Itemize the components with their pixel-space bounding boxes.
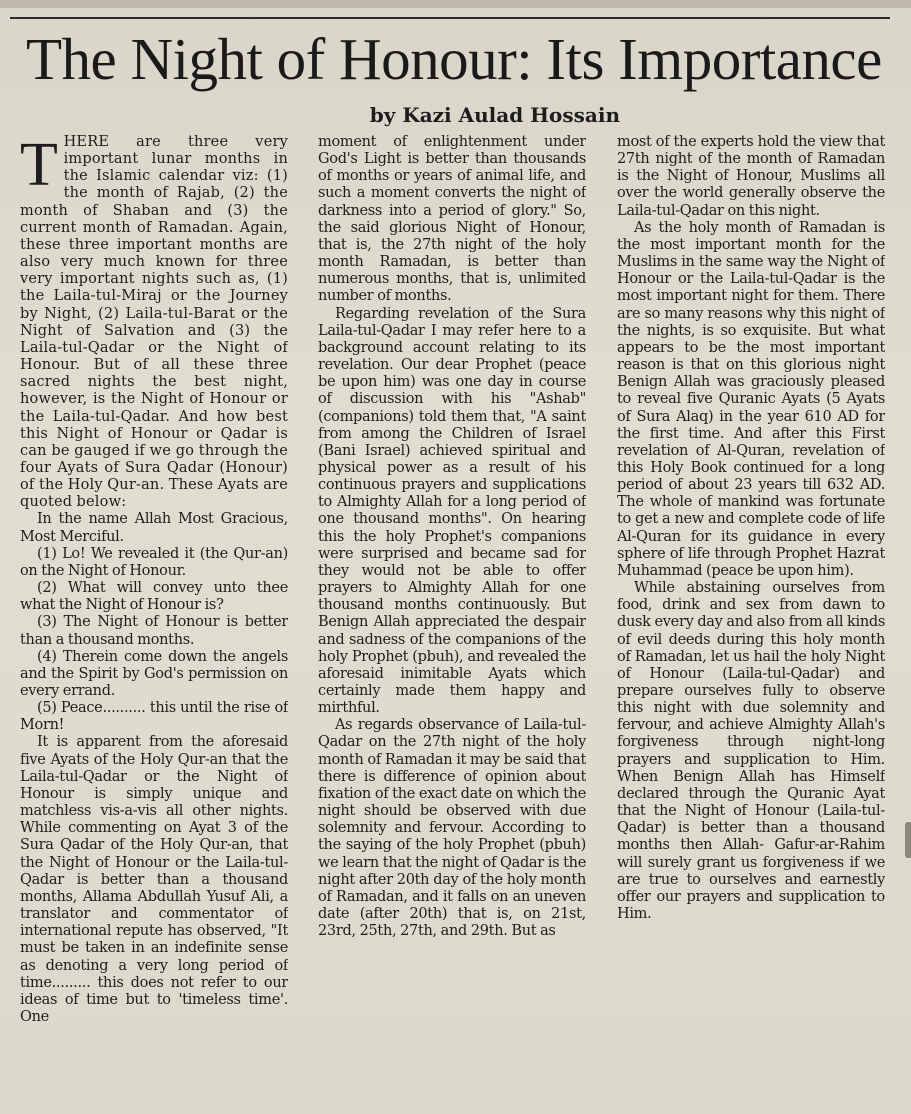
paragraph: As the holy month of Ramadan is the most important month for the Muslims in the same way the Night of Honour or the Laila-tul-Qadar is the most important night for them. There are so many reasons why this night of the nights, is so exquisite. But what appears to be the most important reason is that on this glorious night Benign Allah was graciously pleased to reveal five Quranic Ayats (5 Ayats of Sura Alaq) in the year 610 AD for the first time. And after this First revelation of Al-Quran, revelation of this Holy Book continued for a long period of about 23 years till 632 AD. The whole of mankind was fortunate to get a new and complete code of life Al-Quran for its guidance in every sphere of life through Prophet Hazrat Muhammad (peace be upon him). [617,219,885,579]
column-3 [617,134,885,1100]
paragraph: moment of enlightenment under God's Light is better than thousands of months or years of animal life, and such a moment converts the night of darkness into a period of glory." So, the said glorious Night of Honour, that is, the 27th night of the holy month Ramadan, is better than numerous months, that is, unlimited number of months. [318,134,586,305]
ayat-5: (5) Peace.......... this until the rise of Morn! [20,700,288,734]
ayat-1: (1) Lo! We revealed it (the Qur-an) on the Night of Honour. [20,545,288,579]
ayat-4: (4) Therein come down the angels and the Spirit by God's permission on every errand. [20,648,288,699]
headline: The Night of Honour: Its Importance [26,26,882,92]
paragraph: Regarding revelation of the Sura Laila-tul-Qadar I may refer here to a background account relating to its revelation. Our dear Prophet (peace be upon him) was one day in course of discussion with his "Ashab" (companions) told them that, "A saint from among the Children of Israel (Bani Israel) achieved spiritual and physical power as a result of his continuous prayers and supplications to Almighty Allah for a long period of one thousand months". On hearing this the holy Prophet's companions were surprised and became sad for they would not be able to offer prayers to Almighty Allah for one thousand months continuously. But Benign Allah appreciated the despair and sadness of the companions of the holy Prophet (pbuh), and revealed the aforesaid inimitable Ayats which certainly made them happy and mirthful. [318,305,586,717]
drop-cap: T [20,134,58,199]
previous-article-strip [0,0,911,8]
lead-text: HERE are three very important lunar months in the Islamic calendar viz: (1) the month of Rajab, (2) the month of Shaban and (3) the current month of Ramadan. Again, these three important months are also very much known for three very important nights such as, (1) the Laila-tul-Miraj or the Journey by Night, (2) Laila-tul-Barat or the Night of Salvation and (3) the Laila-tul-Qadar or the Night of Honour. But of all these three sacred nights the best night, however, is the Night of Honour or the Laila-tul-Qadar. And how best this Night of Honour or Qadar is can be gauged if we go through the four Ayats of Sura Qadar (Honour) of the Holy Qur-an. These Ayats are quoted below: [20,134,288,511]
paragraph: It is apparent from the aforesaid five Ayats of the Holy Qur-an that the Laila-tul-Qadar or the Night of Honour is simply unique and matchless vis-a-vis all other nights. While commenting on Ayat 3 of the Sura Qadar of the Holy Qur-an, that the Night of Honour or the Laila-tul-Qadar is better than a thousand months, Allama Abdullah Yusuf Ali, a translator and commentator of international repute has observed, "It must be taken in an indefinite sense as denoting a very long period of time......... this does not refer to our ideas of time but to 'timeless time'. One [20,734,288,1025]
byline: by Kazi Aulad Hossain [369,103,620,127]
paragraph: most of the experts hold the view that 27th night of the month of Ramadan is the Night of Honour, Muslims all over the world generally observe the Laila-tul-Qadar on this night. [617,134,885,219]
ayat-3: (3) The Night of Honour is better than a thousand months. [20,614,288,648]
ayat-2: (2) What will convey unto thee what the Night of Honour is? [20,580,288,614]
paragraph: As regards observance of Laila-tul-Qadar on the 27th night of the holy month of Ramadan it may be said that there is difference of opinion about fixation of the exact date on which the night should be observed with due solemnity and fervour. According to the saying of the holy Prophet (pbuh) we learn that the night of Qadar is the night after 20th day of the holy month of Ramadan, and it falls on an uneven date (after 20th) that is, on 21st, 23rd, 25th, 27th, and 29th. But as [318,717,586,940]
paragraph: In the name Allah Most Gracious, Most Merciful. [20,511,288,545]
paragraph: While abstaining ourselves from food, drink and sex from dawn to dusk every day and also from all kinds of evil deeds during this holy month of Ramadan, let us hail the holy Night of Honour (Laila-tul-Qadar) and prepare ourselves fully to observe this night with due solemnity and fervour, and achieve Almighty Allah's forgiveness through night-long prayers and supplication to Him. When Benign Allah has Himself declared through the Quranic Ayat that the Night of Honour (Laila-tul-Qadar) is better than a thousand months then Allah- Gafur-ar-Rahim will surely grant us forgiveness if we are true to ourselves and earnestly offer our prayers and supplication to Him. [617,580,885,923]
page-edge-mark [905,822,911,858]
column-2 [318,134,586,1100]
column-1 [20,134,288,1100]
lead-paragraph [20,134,288,511]
top-rule [10,17,890,19]
